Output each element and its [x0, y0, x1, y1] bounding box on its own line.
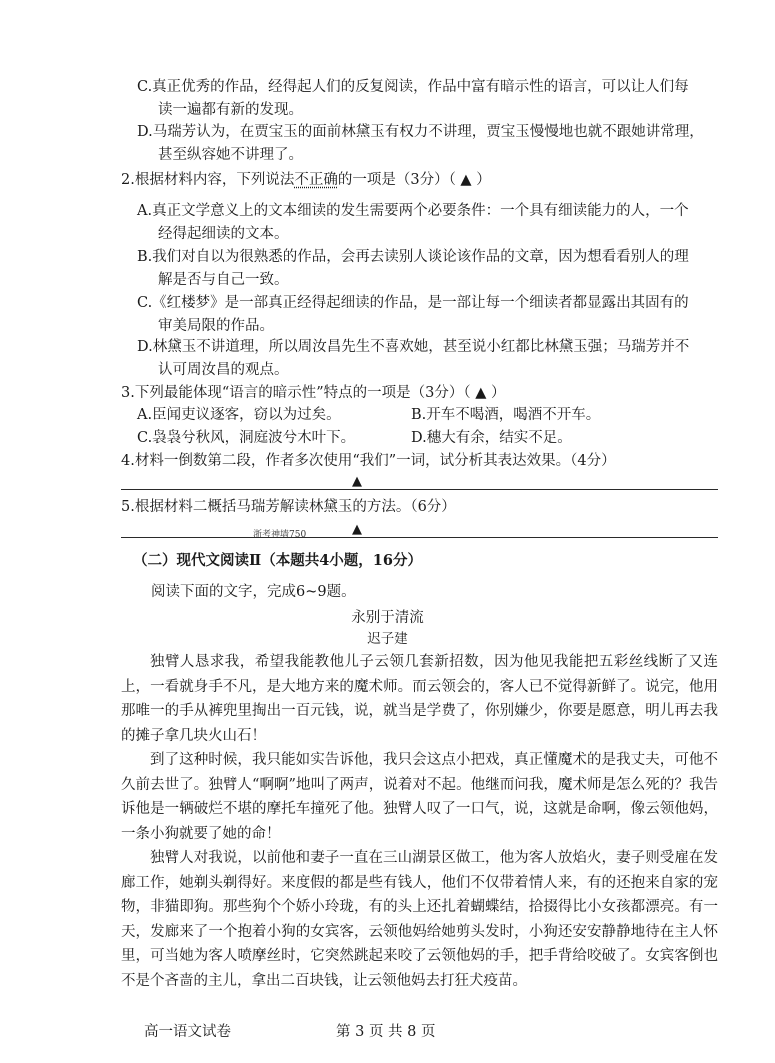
q1-option-d-line2: 甚至纵容她不讲理了。 [158, 147, 303, 163]
q2-stem-emphasis: 不正确 [294, 172, 338, 188]
section-instruction: 阅读下面的文字，完成6~9题。 [151, 584, 356, 600]
story-paragraph-2: 到了这种时候，我只能如实告诉他，我只会这点小把戏，真正懂魔术的是我丈夫，可他不久前去世了。独臂人“啊啊”地叫了两声，说着对不起。他继而问我，魔术师是怎么死的？我告诉他是一辆破烂不堪的摩托车撞死了他。独臂人叹了一口气，说，这就是命啊，像云领他妈，一条小狗就要了她的命！ [121, 752, 718, 842]
q2-option-d-line2: 认可周汝昌的观点。 [158, 362, 289, 378]
q4-answer-line[interactable] [121, 489, 718, 490]
story-title: 永别于清流 [351, 610, 424, 626]
footer-page-number: 第 3 页 共 8 页 [336, 1024, 436, 1040]
story-body [121, 650, 718, 993]
section-title: （二）现代文阅读Ⅱ（本题共4小题，16分） [133, 552, 422, 569]
q2-option-a-line1: A.真正文学意义上的文本细读的发生需要两个必要条件：一个具有细读能力的人，一个 [137, 203, 689, 219]
q5-answer-line[interactable] [121, 537, 718, 538]
q2-option-d-line1: D.林黛玉不讲道理，所以周汝昌先生不喜欢她，甚至说小红都比林黛玉强；马瑞芳并不 [137, 339, 690, 355]
story-paragraph-1: 独臂人恳求我，希望我能教他儿子云领几套新招数，因为他见我能把五彩丝线断了又连上，一看就身手不凡，是大地方来的魔术师。而云领会的，客人已不觉得新鲜了。说完，他用那唯一的手从裤兜里掏出一百元钱，说，就当是学费了，你别嫌少，你要是愿意，明儿再去我的摊子拿几块火山石！ [121, 654, 718, 744]
footer-exam-name: 高一语文试卷 [144, 1024, 231, 1040]
q3-option-c: C.袅袅兮秋风，洞庭波兮木叶下。 [137, 430, 356, 446]
q2-stem-suffix: 的一项是（3分）（ ▲ ） [337, 172, 491, 188]
q4-answer-mark: ▲ [352, 474, 362, 489]
story-author: 迟子建 [367, 631, 408, 647]
q2-option-c-line1: C.《红楼梦》是一部真正经得起细读的作品，是一部让每一个细读者都显露出其固有的 [137, 295, 689, 311]
q3-option-d: D.穗大有余，结实不足。 [411, 430, 572, 446]
q5-stem: 5.根据材料二概括马瑞芳解读林黛玉的方法。（6分） [121, 499, 456, 515]
q1-option-d-line1: D.马瑞芳认为，在贾宝玉的面前林黛玉有权力不讲理，贾宝玉慢慢地也就不跟她讲常理， [137, 124, 704, 140]
q2-option-a-line2: 经得起细读的文本。 [158, 226, 289, 242]
q1-option-c-line2: 读一遍都有新的发现。 [158, 102, 303, 118]
q3-stem: 3.下列最能体现“语言的暗示性”特点的一项是（3分）（ ▲ ） [121, 385, 506, 401]
q4-stem: 4.材料一倒数第二段，作者多次使用“我们”一词，试分析其表达效果。（4分） [121, 453, 616, 469]
q2-stem-prefix: 2.根据材料内容，下列说法 [121, 172, 295, 188]
q2-option-b-line1: B.我们对自以为很熟悉的作品，会再去读别人谈论该作品的文章，因为想看看别人的理 [137, 249, 689, 265]
q5-answer-mark: ▲ [352, 522, 362, 537]
q2-option-b-line2: 解是否与自己一致。 [158, 272, 289, 288]
q2-stem [121, 170, 491, 190]
q1-option-c-line1: C.真正优秀的作品，经得起人们的反复阅读，作品中富有暗示性的语言，可以让人们每 [137, 79, 689, 95]
watermark-text: 浙考神墙750 [253, 530, 307, 540]
q3-option-a: A.臣闻吏议逐客，窃以为过矣。 [137, 407, 341, 423]
q3-option-b: B.开车不喝酒，喝酒不开车。 [411, 407, 601, 423]
story-paragraph-3: 独臂人对我说，以前他和妻子一直在三山湖景区做工，他为客人放焰火，妻子则受雇在发廊工作，她剃头剃得好。来度假的都是些有钱人，他们不仅带着情人来，有的还抱来自家的宠物，非猫即狗。那些狗个个娇小玲珑，有的头上还扎着蝴蝶结，拾掇得比小女孩都漂亮。有一天，发廊来了一个抱着小狗的女宾客，云领他妈给她剪头发时，小狗还安安静静地待在主人怀里，可当她为客人喷摩丝时，它突然跳起来咬了云领他妈的手，把手背给咬破了。女宾客倒也不是个吝啬的主儿，拿出二百块钱，让云领他妈去打狂犬疫苗。 [121, 850, 718, 989]
q2-option-c-line2: 审美局限的作品。 [158, 318, 274, 334]
